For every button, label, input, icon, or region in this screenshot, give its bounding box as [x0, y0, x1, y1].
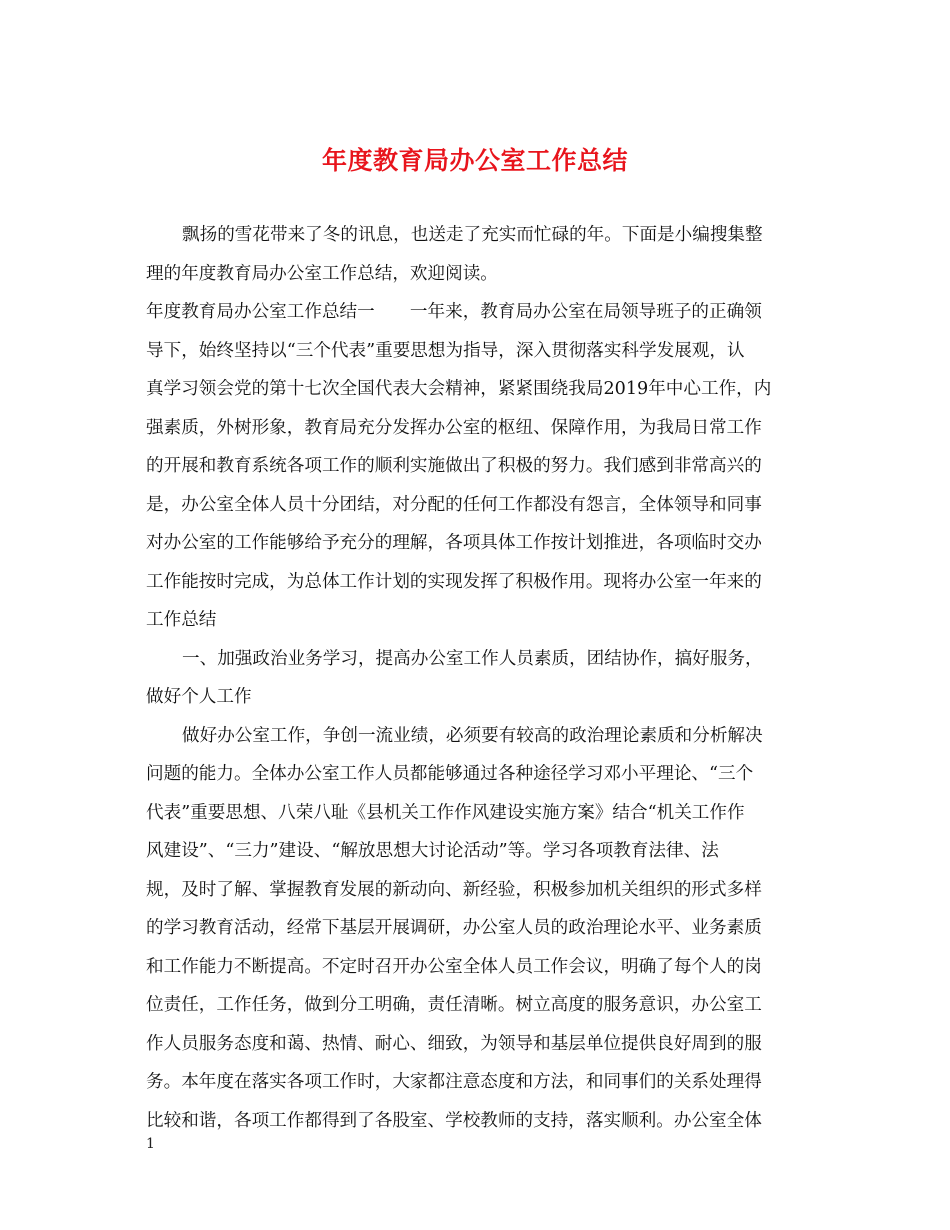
body-line: 工作能按时完成，为总体工作计划的实现发挥了积极作用。现将办公室一年来的 [146, 571, 762, 592]
body-line: 代表”重要思想、八荣八耻《县机关工作作风建设实施方案》结合“机关工作作 [146, 802, 745, 823]
body-line: 飘扬的雪花带来了冬的讯息，也送走了充实而忙碌的年。下面是小编搜集整 [182, 225, 763, 245]
body-line: 和工作能力不断提高。不定时召开办公室全体人员工作会议，明确了每个人的岗 [146, 956, 762, 977]
page-number: 1 [146, 1136, 155, 1152]
body-line: 理的年度教育局办公室工作总结，欢迎阅读。 [146, 263, 498, 284]
body-line: 是，办公室全体人员十分团结，对分配的任何工作都没有怨言，全体领导和同事 [146, 494, 762, 515]
body-line: 的学习教育活动，经常下基层开展调研，办公室人员的政治理论水平、业务素质 [146, 918, 762, 938]
body-line: 导下，始终坚持以“三个代表”重要思想为指导，深入贯彻落实科学发展观，认 [146, 340, 745, 361]
section-heading-line: 一、加强政治业务学习，提高办公室工作人员素质，团结协作，搞好服务， [182, 648, 763, 669]
body-line: 对办公室的工作能够给予充分的理解，各项具体工作按计划推进，各项临时交办 [146, 533, 762, 553]
body-line: 风建设”、“三力”建设、“解放思想大讨论活动”等。学习各项教育法律、法 [146, 841, 719, 861]
body-line: 强素质，外树形象，教育局充分发挥办公室的枢纽、保障作用，为我局日常工作 [146, 417, 762, 438]
document-title: 年度教育局办公室工作总结 [321, 146, 628, 175]
body-line: 问题的能力。全体办公室工作人员都能够通过各种途径学习邓小平理论、“三个 [146, 764, 754, 784]
body-line: 规，及时了解、掌握教育发展的新动向、新经验，积极参加机关组织的形式多样 [146, 879, 762, 900]
body-line: 位责任，工作任务，做到分工明确，责任清晰。树立高度的服务意识，办公室工 [146, 995, 762, 1015]
document-body [146, 216, 810, 1140]
body-line: 真学习领会党的第十七次全国代表大会精神，紧紧围绕我局2019年中心工作，内 [146, 379, 772, 399]
body-line: 务。本年度在落实各项工作时，大家都注意态度和方法，和同事们的关系处理得 [146, 1072, 762, 1092]
body-line: 比较和谐，各项工作都得到了各股室、学校教师的支持，落实顺利。办公室全体 [146, 1110, 762, 1131]
section-heading-line: 做好个人工作 [146, 687, 252, 707]
body-line: 工作总结 [146, 610, 217, 630]
body-line: 做好办公室工作，争创一流业绩，必须要有较高的政治理论素质和分析解决 [182, 725, 763, 746]
body-line: 年度教育局办公室工作总结一 一年来，教育局办公室在局领导班子的正确领 [146, 302, 762, 322]
body-line: 的开展和教育系统各项工作的顺利实施做出了积极的努力。我们感到非常高兴的 [146, 456, 762, 476]
body-line: 作人员服务态度和蔼、热情、耐心、细致，为领导和基层单位提供良好周到的服 [146, 1033, 762, 1054]
